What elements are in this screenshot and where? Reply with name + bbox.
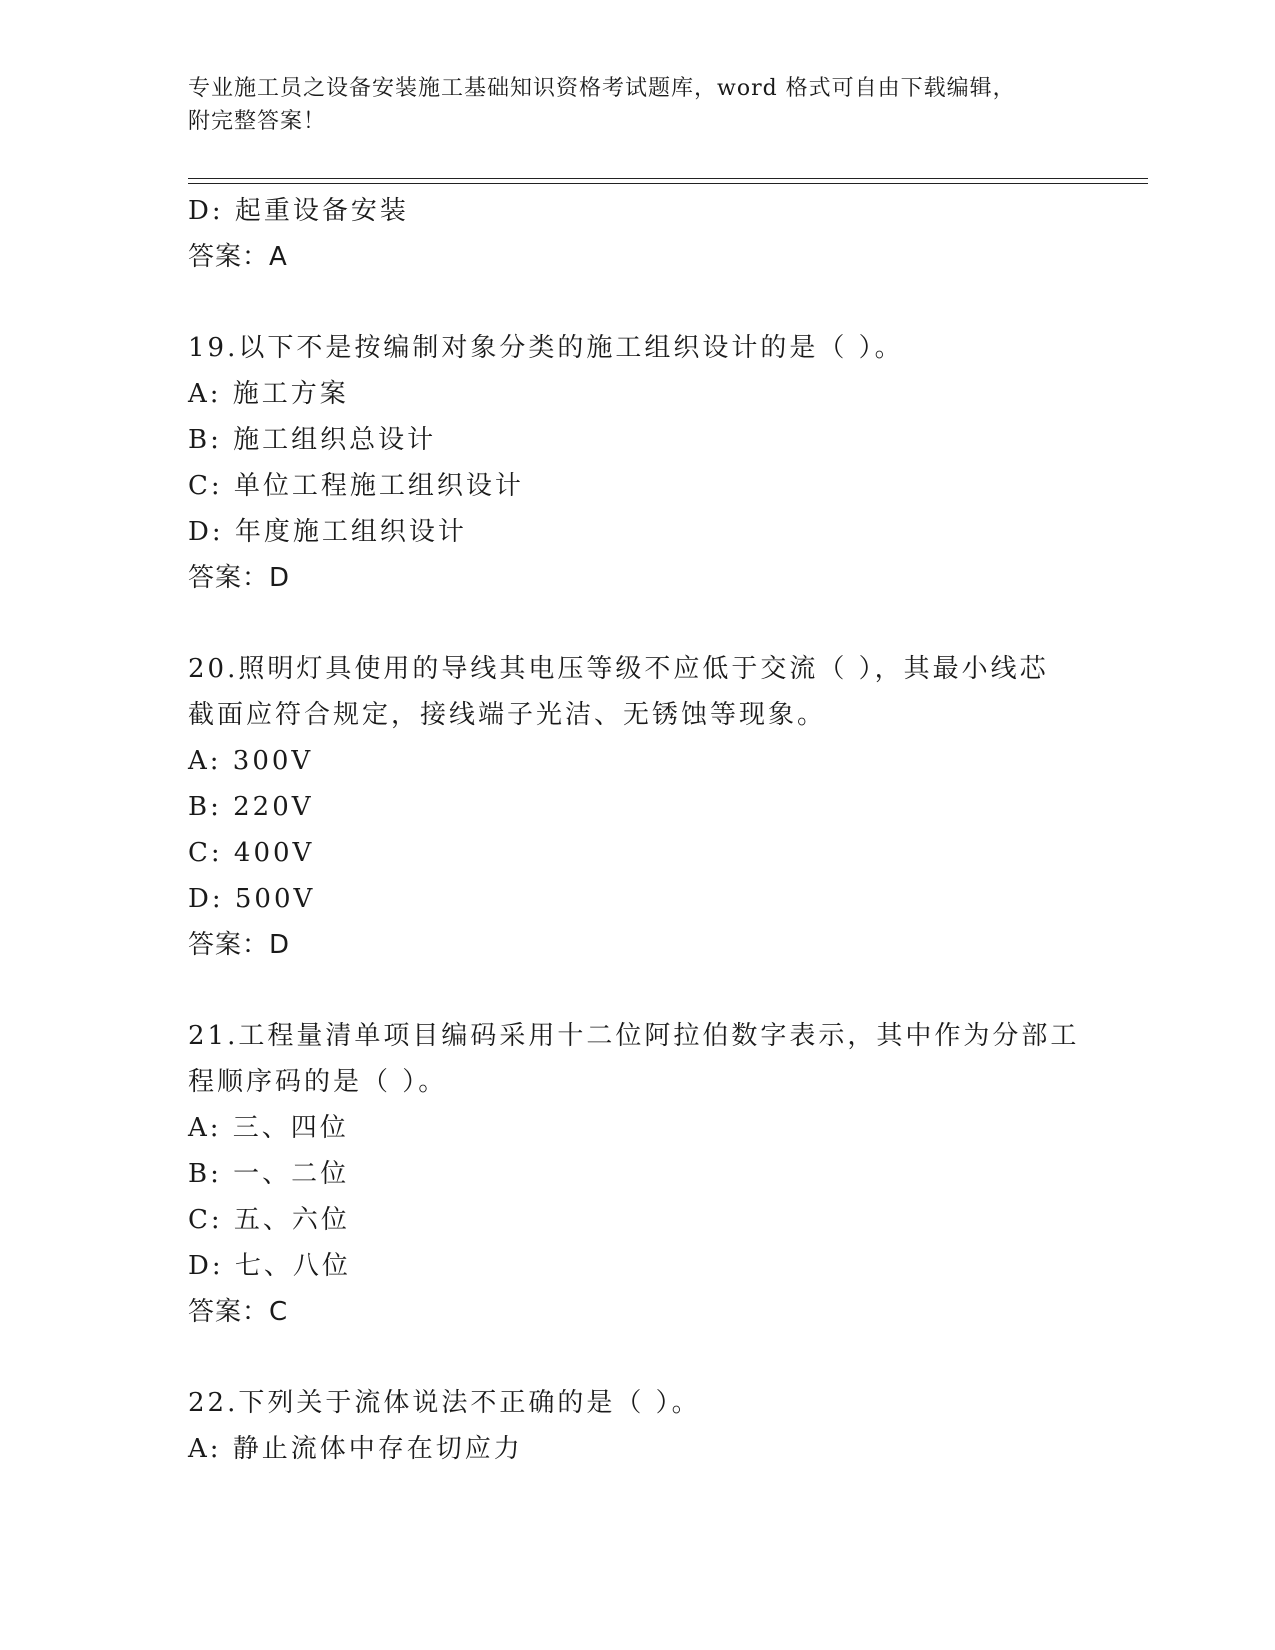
option-c: C: 五、六位 (188, 1205, 350, 1235)
option-a: A: 施工方案 (188, 379, 349, 409)
option-b: B: 施工组织总设计 (188, 425, 437, 455)
question-text: 20.照明灯具使用的导线其电压等级不应低于交流（ ），其最小线芯 (188, 654, 1049, 684)
spacer (188, 968, 1088, 1013)
header-line-2: 附完整答案！ (188, 109, 327, 134)
spacer (188, 1335, 1088, 1380)
document-header (188, 72, 1088, 138)
question-20 (188, 646, 1088, 968)
option-a: A: 静止流体中存在切应力 (188, 1434, 523, 1464)
option-a: A: 300V (188, 746, 314, 776)
spacer (188, 280, 1088, 325)
option-a: A: 三、四位 (188, 1113, 349, 1143)
question-text: 21.工程量清单项目编码采用十二位阿拉伯数字表示，其中作为分部工 (188, 1021, 1080, 1051)
question-text: 19.以下不是按编制对象分类的施工组织设计的是（ ）。 (188, 333, 904, 363)
option-d: D: 500V (188, 884, 316, 914)
header-line-1: 专业施工员之设备安装施工基础知识资格考试题库，word 格式可自由下载编辑， (188, 76, 1016, 101)
answer: 答案：C (188, 1297, 289, 1327)
question-22 (188, 1380, 1088, 1472)
question-21 (188, 1013, 1088, 1335)
option-b: B: 220V (188, 792, 314, 822)
option-d: D: 年度施工组织设计 (188, 517, 467, 547)
prev-answer: 答案：A (188, 242, 288, 272)
question-19 (188, 325, 1088, 601)
question-list (188, 188, 1088, 1472)
option-b: B: 一、二位 (188, 1159, 350, 1189)
option-c: C: 400V (188, 838, 315, 868)
question-text-continued: 程顺序码的是（ ）。 (188, 1067, 448, 1097)
header-divider-top (188, 178, 1148, 179)
option-c: C: 单位工程施工组织设计 (188, 471, 524, 501)
question-text-continued: 截面应符合规定，接线端子光洁、无锈蚀等现象。 (188, 700, 827, 730)
prev-option-d: D: 起重设备安装 (188, 196, 409, 226)
question-text: 22.下列关于流体说法不正确的是（ ）。 (188, 1388, 701, 1418)
option-d: D: 七、八位 (188, 1251, 351, 1281)
header-divider-bottom (188, 183, 1148, 184)
answer: 答案：D (188, 563, 291, 593)
spacer (188, 601, 1088, 646)
answer: 答案：D (188, 930, 291, 960)
